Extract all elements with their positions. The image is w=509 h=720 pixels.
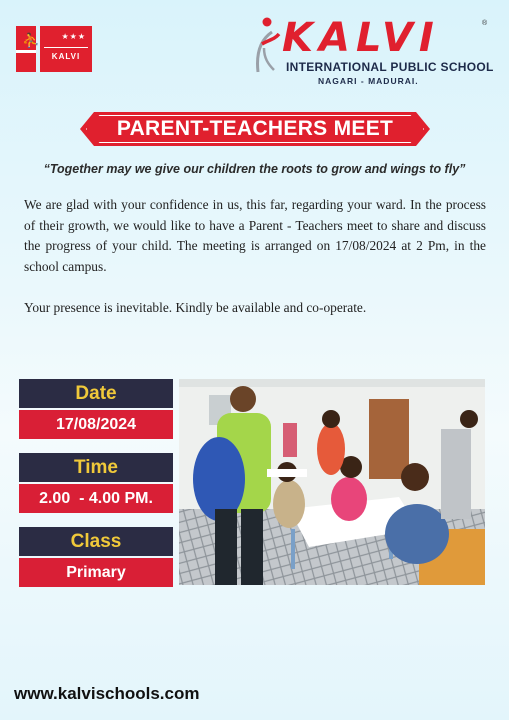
date-label: Date: [19, 379, 173, 408]
meeting-photo: [179, 379, 485, 585]
time-label: Time: [19, 453, 173, 482]
stars-icon: ★★★: [61, 32, 86, 41]
logo-word-block: [40, 26, 92, 72]
small-logo-text: KALVI: [51, 52, 81, 61]
title-banner: [80, 112, 430, 146]
presence-paragraph: Your presence is inevitable. Kindly be available and co-operate.: [24, 300, 367, 315]
class-label: Class: [19, 527, 173, 556]
brand-name: KALVI: [282, 15, 440, 61]
small-kalvi-logo: [16, 26, 92, 72]
page-title: PARENT-TEACHERS MEET: [116, 117, 394, 140]
logo-figure-block: [16, 26, 40, 72]
date-value: 17/08/2024: [19, 410, 173, 439]
time-value: 2.00 - 4.00 PM.: [19, 484, 173, 513]
school-logo: [252, 12, 492, 92]
class-value: Primary: [19, 558, 173, 587]
person-icon: ⛹: [22, 32, 40, 48]
website-link[interactable]: www.kalvischools.com: [14, 684, 200, 703]
registered-mark: ®: [482, 20, 488, 27]
meeting-scene-image: [179, 379, 485, 585]
school-name: INTERNATIONAL PUBLIC SCHOOL: [286, 60, 494, 74]
invitation-paragraph: We are glad with your confidence in us, this far, regarding your ward. In the process of their growth, we would like to have a Parent - Teachers meet to share and discuss the progress of your child. The meeting is arranged on 17/08/2024 at 2 Pm, in the school campus.: [24, 197, 486, 274]
school-location: NAGARI - MADURAI.: [318, 76, 419, 86]
quote: “Together may we give our children the roots to grow and wings to fly”: [43, 162, 466, 176]
torch-bearer-icon: [252, 14, 282, 74]
